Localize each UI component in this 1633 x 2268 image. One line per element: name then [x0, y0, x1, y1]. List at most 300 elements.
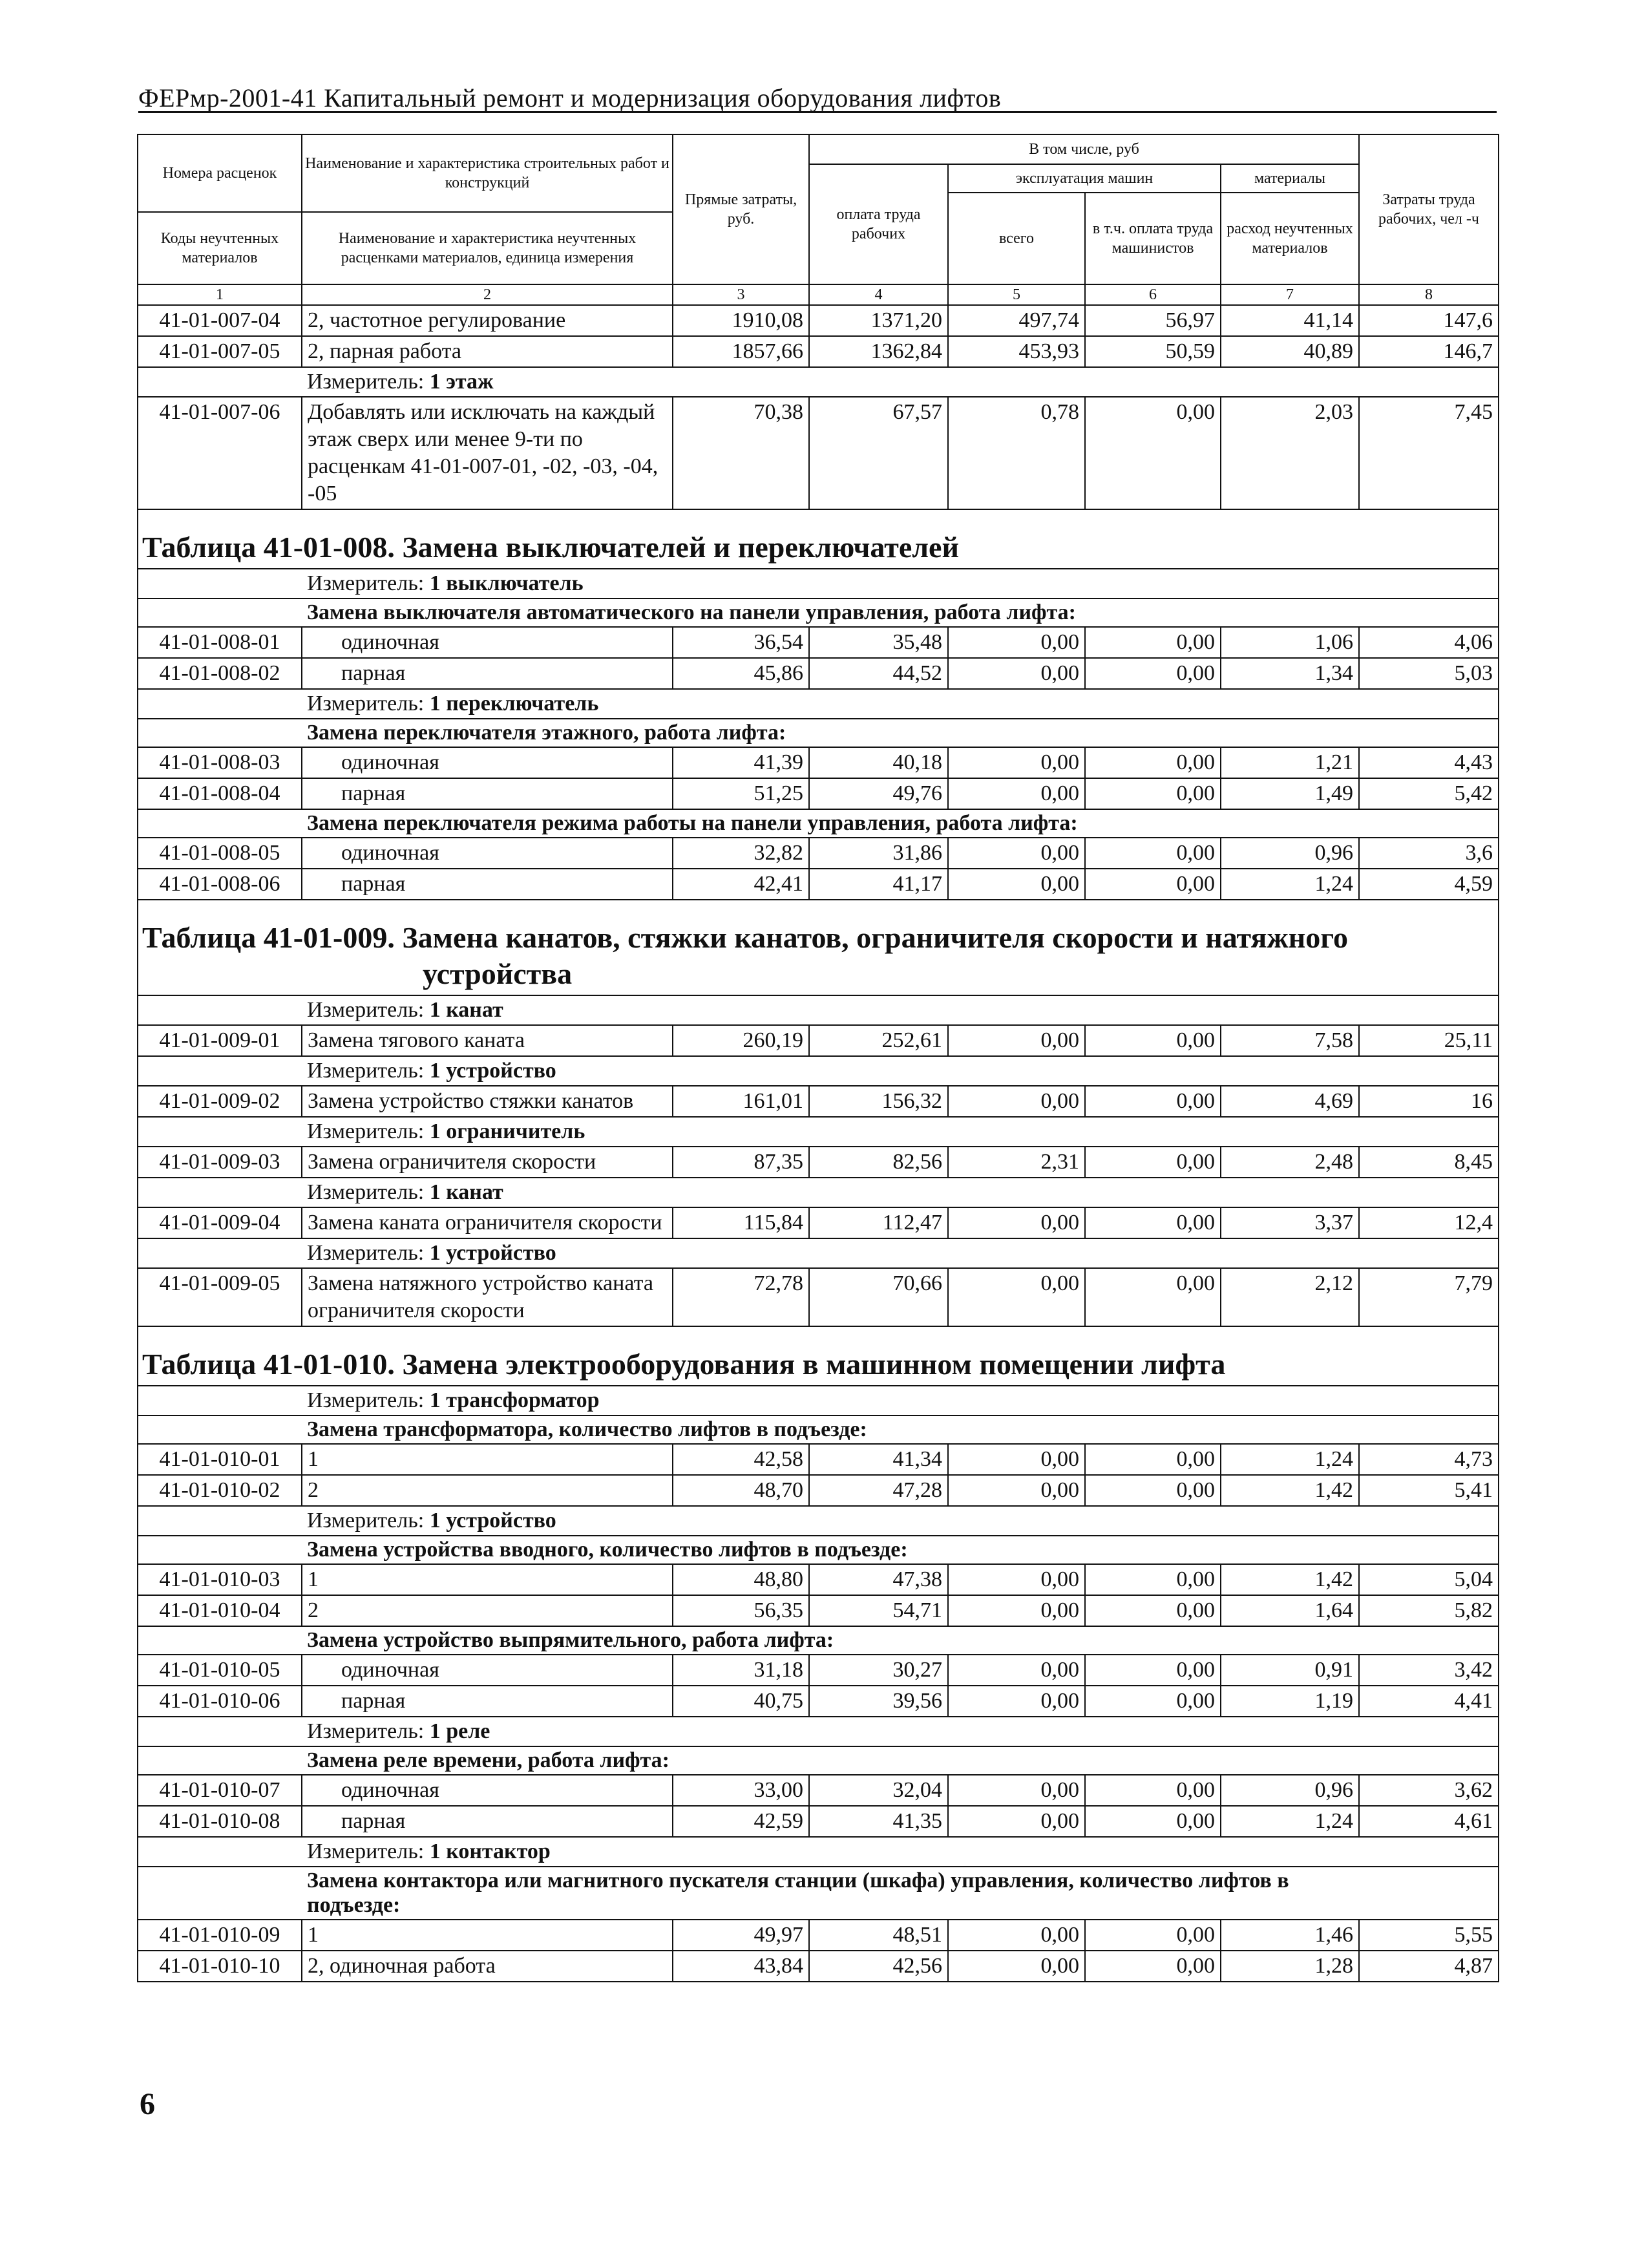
measure-unit: 1 реле: [429, 1719, 490, 1743]
table-title-row: [138, 1326, 1499, 1386]
machines-total: 2,31: [948, 1147, 1085, 1178]
measure-spacer: [1359, 1056, 1499, 1086]
materials: 1,64: [1221, 1595, 1359, 1626]
rate-code: 41-01-010-02: [138, 1475, 302, 1506]
rate-code: 41-01-010-01: [138, 1444, 302, 1475]
machinists-pay: 0,00: [1085, 1147, 1221, 1178]
measure-spacer: [138, 689, 302, 719]
rate-name: одиночная: [302, 1775, 673, 1806]
measure-text: [302, 1506, 1359, 1536]
machinists-pay: 0,00: [1085, 1920, 1221, 1951]
subheading-text: Замена реле времени, работа лифта:: [302, 1746, 1359, 1775]
labor-hours: 8,45: [1359, 1147, 1499, 1178]
table-title: [138, 1326, 1499, 1386]
machines-total: 0,00: [948, 658, 1085, 689]
rate-code: 41-01-007-05: [138, 336, 302, 367]
measure-unit: 1 канат: [429, 1180, 503, 1204]
measure-spacer: [138, 1717, 302, 1746]
table-row: [138, 1268, 1499, 1326]
machines-total: 0,00: [948, 1444, 1085, 1475]
measure-row: [138, 1117, 1499, 1147]
rate-name: 1: [302, 1920, 673, 1951]
measure-text: [302, 1178, 1359, 1207]
column-number: 3: [673, 284, 809, 305]
column-number: 2: [302, 284, 673, 305]
measure-spacer: [138, 1506, 302, 1536]
materials: 1,21: [1221, 747, 1359, 778]
table-title-continuation: устройства: [423, 957, 573, 990]
table-row: [138, 1564, 1499, 1595]
rate-name: одиночная: [302, 747, 673, 778]
measure-text: [302, 1056, 1359, 1086]
labor-hours: 4,59: [1359, 869, 1499, 900]
materials: 2,48: [1221, 1147, 1359, 1178]
rate-code: 41-01-010-05: [138, 1655, 302, 1686]
measure-unit: 1 устройство: [429, 1059, 556, 1083]
labor-hours: 4,06: [1359, 627, 1499, 658]
subheading-row: [138, 1415, 1499, 1444]
page-header: ФЕРмр-2001-41 Капитальный ремонт и модернизация оборудования лифтов: [138, 83, 1002, 112]
rate-name: одиночная: [302, 838, 673, 869]
direct-cost: 1857,66: [673, 336, 809, 367]
machines-total: 0,00: [948, 1207, 1085, 1238]
table-row: [138, 1444, 1499, 1475]
table-row: [138, 1655, 1499, 1686]
rate-name: 2, парная работа: [302, 336, 673, 367]
labor-pay: 156,32: [809, 1086, 948, 1117]
measure-unit: 1 ограничитель: [429, 1119, 585, 1143]
machinists-pay: 0,00: [1085, 1564, 1221, 1595]
subheading-spacer: [138, 1626, 302, 1655]
subheading-spacer: [1359, 1536, 1499, 1564]
header-vtch: в т.ч. оплата труда машинистов: [1085, 193, 1221, 284]
materials: 1,49: [1221, 778, 1359, 809]
machinists-pay: 0,00: [1085, 1951, 1221, 1982]
direct-cost: 49,97: [673, 1920, 809, 1951]
rate-name: Замена натяжного устройство каната ограничителя скорости: [302, 1268, 673, 1326]
measure-label: Измеритель:: [307, 1719, 425, 1743]
direct-cost: 56,35: [673, 1595, 809, 1626]
subheading-text: Замена переключателя режима работы на панели управления, работа лифта:: [302, 809, 1359, 838]
subheading-spacer: [138, 1746, 302, 1775]
labor-hours: 4,61: [1359, 1806, 1499, 1837]
materials: 1,19: [1221, 1686, 1359, 1717]
materials: 1,46: [1221, 1920, 1359, 1951]
labor-hours: 16: [1359, 1086, 1499, 1117]
measure-unit: 1 устройство: [429, 1509, 556, 1532]
rate-name: одиночная: [302, 1655, 673, 1686]
subheading-row: [138, 719, 1499, 747]
rate-code: 41-01-009-01: [138, 1025, 302, 1056]
measure-spacer: [138, 1837, 302, 1867]
labor-pay: 82,56: [809, 1147, 948, 1178]
labor-pay: 48,51: [809, 1920, 948, 1951]
machinists-pay: 0,00: [1085, 1655, 1221, 1686]
measure-unit: 1 трансформатор: [429, 1388, 600, 1412]
machinists-pay: 0,00: [1085, 869, 1221, 900]
measure-label: Измеритель:: [307, 1059, 425, 1083]
machinists-pay: 50,59: [1085, 336, 1221, 367]
table-row: [138, 1207, 1499, 1238]
labor-pay: 44,52: [809, 658, 948, 689]
machinists-pay: 0,00: [1085, 627, 1221, 658]
rate-name: 1: [302, 1444, 673, 1475]
direct-cost: 161,01: [673, 1086, 809, 1117]
subheading-spacer: [138, 1536, 302, 1564]
materials: 1,28: [1221, 1951, 1359, 1982]
machinists-pay: 0,00: [1085, 1595, 1221, 1626]
column-number: 6: [1085, 284, 1221, 305]
measure-text: [302, 367, 1359, 397]
rate-code: 41-01-007-04: [138, 305, 302, 336]
labor-hours: 4,73: [1359, 1444, 1499, 1475]
labor-hours: 5,41: [1359, 1475, 1499, 1506]
labor-pay: 47,38: [809, 1564, 948, 1595]
labor-pay: 35,48: [809, 627, 948, 658]
materials: 1,24: [1221, 1806, 1359, 1837]
subheading-spacer: [1359, 809, 1499, 838]
measure-unit: 1 устройство: [429, 1241, 556, 1265]
rate-name: парная: [302, 1806, 673, 1837]
table-row: [138, 1475, 1499, 1506]
rate-code: 41-01-010-06: [138, 1686, 302, 1717]
materials: 2,03: [1221, 397, 1359, 509]
measure-spacer: [1359, 1506, 1499, 1536]
materials: 1,34: [1221, 658, 1359, 689]
rate-code: 41-01-008-04: [138, 778, 302, 809]
table-title-row: [138, 900, 1499, 995]
measure-label: Измеритель:: [307, 1509, 425, 1532]
machines-total: 0,00: [948, 747, 1085, 778]
measure-spacer: [1359, 1717, 1499, 1746]
materials: 7,58: [1221, 1025, 1359, 1056]
materials: 40,89: [1221, 336, 1359, 367]
machinists-pay: 0,00: [1085, 747, 1221, 778]
labor-pay: 70,66: [809, 1268, 948, 1326]
column-number: 1: [138, 284, 302, 305]
measure-label: Измеритель:: [307, 1119, 425, 1143]
rate-code: 41-01-009-05: [138, 1268, 302, 1326]
machinists-pay: 0,00: [1085, 1268, 1221, 1326]
measure-unit: 1 контактор: [429, 1839, 551, 1863]
header-rule: [138, 111, 1497, 113]
measure-row: [138, 1238, 1499, 1268]
rate-name: 2: [302, 1595, 673, 1626]
direct-cost: 45,86: [673, 658, 809, 689]
measure-spacer: [1359, 569, 1499, 599]
direct-cost: 43,84: [673, 1951, 809, 1982]
rate-name: Замена устройство стяжки канатов: [302, 1086, 673, 1117]
measure-spacer: [1359, 1386, 1499, 1415]
labor-hours: 3,42: [1359, 1655, 1499, 1686]
rate-code: 41-01-010-03: [138, 1564, 302, 1595]
machines-total: 0,00: [948, 1775, 1085, 1806]
header-kody: Коды неучтенных материалов: [138, 212, 302, 284]
rate-name: 2, частотное регулирование: [302, 305, 673, 336]
measure-spacer: [1359, 1117, 1499, 1147]
rate-name: 2, одиночная работа: [302, 1951, 673, 1982]
measure-row: [138, 1717, 1499, 1746]
column-number: 5: [948, 284, 1085, 305]
measure-row: [138, 995, 1499, 1025]
machines-total: 0,00: [948, 627, 1085, 658]
subheading-text: Замена контактора или магнитного пускателя станции (шкафа) управления, количество лифтов в подъезде:: [302, 1867, 1359, 1920]
materials: 0,96: [1221, 1775, 1359, 1806]
labor-hours: 4,43: [1359, 747, 1499, 778]
rate-code: 41-01-010-07: [138, 1775, 302, 1806]
subheading-text: Замена переключателя этажного, работа лифта:: [302, 719, 1359, 747]
measure-label: Измеритель:: [307, 571, 425, 595]
header-naim1: Наименование и характеристика строительных работ и конструкций: [302, 134, 673, 212]
header-zatraty: Затраты труда рабочих, чел -ч: [1359, 134, 1499, 284]
measure-row: [138, 1178, 1499, 1207]
subheading-row: [138, 1746, 1499, 1775]
table-row: [138, 869, 1499, 900]
measure-row: [138, 1506, 1499, 1536]
labor-pay: 252,61: [809, 1025, 948, 1056]
machines-total: 0,00: [948, 1951, 1085, 1982]
rate-name: 2: [302, 1475, 673, 1506]
table-row: [138, 1025, 1499, 1056]
table-row: [138, 1086, 1499, 1117]
rate-code: 41-01-010-09: [138, 1920, 302, 1951]
table-row: [138, 658, 1499, 689]
rate-name: Добавлять или исключать на каждый этаж сверх или менее 9-ти по расценкам 41-01-007-01, -02, -03, -04, -05: [302, 397, 673, 509]
direct-cost: 70,38: [673, 397, 809, 509]
header-pryamye: Прямые затраты, руб.: [673, 134, 809, 284]
measure-label: Измеритель:: [307, 692, 425, 715]
machinists-pay: 0,00: [1085, 838, 1221, 869]
machines-total: 0,00: [948, 778, 1085, 809]
machinists-pay: 0,00: [1085, 1806, 1221, 1837]
measure-spacer: [138, 1056, 302, 1086]
rates-table: [137, 134, 1499, 1982]
subheading-row: [138, 1867, 1499, 1920]
measure-spacer: [138, 569, 302, 599]
machines-total: 0,00: [948, 838, 1085, 869]
subheading-spacer: [138, 809, 302, 838]
machinists-pay: 0,00: [1085, 1025, 1221, 1056]
labor-hours: 5,82: [1359, 1595, 1499, 1626]
materials: 1,06: [1221, 627, 1359, 658]
machines-total: 0,00: [948, 869, 1085, 900]
direct-cost: 72,78: [673, 1268, 809, 1326]
table-row: [138, 747, 1499, 778]
labor-hours: 5,42: [1359, 778, 1499, 809]
table-title-text: Таблица 41-01-008. Замена выключателей и переключателей: [142, 531, 959, 564]
direct-cost: 87,35: [673, 1147, 809, 1178]
measure-row: [138, 1837, 1499, 1867]
materials: 0,96: [1221, 838, 1359, 869]
table-row: [138, 627, 1499, 658]
header-materialy: материалы: [1221, 164, 1359, 193]
labor-hours: 25,11: [1359, 1025, 1499, 1056]
measure-spacer: [138, 995, 302, 1025]
measure-spacer: [1359, 1178, 1499, 1207]
measure-unit: 1 переключатель: [429, 692, 599, 715]
measure-row: [138, 569, 1499, 599]
column-number: 7: [1221, 284, 1359, 305]
table-row: [138, 305, 1499, 336]
materials: 41,14: [1221, 305, 1359, 336]
measure-spacer: [1359, 1238, 1499, 1268]
subheading-text: Замена устройство выпрямительного, работа лифта:: [302, 1626, 1359, 1655]
subheading-row: [138, 809, 1499, 838]
labor-pay: 54,71: [809, 1595, 948, 1626]
subheading-row: [138, 1536, 1499, 1564]
direct-cost: 260,19: [673, 1025, 809, 1056]
labor-hours: 7,79: [1359, 1268, 1499, 1326]
rate-code: 41-01-010-08: [138, 1806, 302, 1837]
labor-hours: 12,4: [1359, 1207, 1499, 1238]
measure-label: Измеритель:: [307, 1388, 425, 1412]
machines-total: 0,00: [948, 1268, 1085, 1326]
direct-cost: 48,80: [673, 1564, 809, 1595]
machines-total: 0,78: [948, 397, 1085, 509]
measure-unit: 1 этаж: [429, 370, 494, 394]
table-row: [138, 1147, 1499, 1178]
measure-label: Измеритель:: [307, 1241, 425, 1265]
machinists-pay: 0,00: [1085, 1475, 1221, 1506]
subheading-spacer: [138, 1867, 302, 1920]
direct-cost: 32,82: [673, 838, 809, 869]
rate-code: 41-01-008-05: [138, 838, 302, 869]
measure-text: [302, 689, 1359, 719]
rate-code: 41-01-008-01: [138, 627, 302, 658]
measure-row: [138, 367, 1499, 397]
measure-text: [302, 1837, 1359, 1867]
materials: 1,24: [1221, 1444, 1359, 1475]
rate-code: 41-01-008-03: [138, 747, 302, 778]
subheading-spacer: [138, 719, 302, 747]
measure-spacer: [1359, 367, 1499, 397]
machines-total: 0,00: [948, 1025, 1085, 1056]
machinists-pay: 0,00: [1085, 1686, 1221, 1717]
measure-spacer: [138, 1178, 302, 1207]
machines-total: 497,74: [948, 305, 1085, 336]
header-v-tom-chisle: В том числе, руб: [809, 134, 1359, 164]
measure-label: Измеритель:: [307, 1839, 425, 1863]
rate-code: 41-01-010-10: [138, 1951, 302, 1982]
subheading-spacer: [1359, 719, 1499, 747]
measure-text: [302, 1717, 1359, 1746]
measure-label: Измеритель:: [307, 370, 425, 394]
subheading-row: [138, 599, 1499, 627]
measure-text: [302, 1386, 1359, 1415]
machines-total: 0,00: [948, 1595, 1085, 1626]
direct-cost: 42,58: [673, 1444, 809, 1475]
subheading-spacer: [1359, 1415, 1499, 1444]
labor-pay: 32,04: [809, 1775, 948, 1806]
labor-pay: 112,47: [809, 1207, 948, 1238]
rate-name: парная: [302, 1686, 673, 1717]
table-row: [138, 1686, 1499, 1717]
machines-total: 0,00: [948, 1655, 1085, 1686]
machinists-pay: 0,00: [1085, 1775, 1221, 1806]
labor-hours: 7,45: [1359, 397, 1499, 509]
measure-spacer: [138, 1386, 302, 1415]
header-oplata: оплата труда рабочих: [809, 164, 948, 284]
rate-name: парная: [302, 658, 673, 689]
rate-code: 41-01-010-04: [138, 1595, 302, 1626]
rate-name: 1: [302, 1564, 673, 1595]
table-title-text: Таблица 41-01-009. Замена канатов, стяжки канатов, ограничителя скорости и натяжного: [142, 921, 1348, 954]
machines-total: 0,00: [948, 1686, 1085, 1717]
subheading-text: Замена устройства вводного, количество лифтов в подъезде:: [302, 1536, 1359, 1564]
rate-name: парная: [302, 869, 673, 900]
machinists-pay: 0,00: [1085, 1444, 1221, 1475]
rate-name: Замена каната ограничителя скорости: [302, 1207, 673, 1238]
materials: 3,37: [1221, 1207, 1359, 1238]
direct-cost: 115,84: [673, 1207, 809, 1238]
column-number: 4: [809, 284, 948, 305]
machinists-pay: 56,97: [1085, 305, 1221, 336]
machinists-pay: 0,00: [1085, 1086, 1221, 1117]
rate-code: 41-01-009-03: [138, 1147, 302, 1178]
table-row: [138, 1595, 1499, 1626]
materials: 2,12: [1221, 1268, 1359, 1326]
measure-spacer: [138, 1117, 302, 1147]
table-row: [138, 336, 1499, 367]
measure-unit: 1 канат: [429, 998, 503, 1022]
direct-cost: 33,00: [673, 1775, 809, 1806]
direct-cost: 41,39: [673, 747, 809, 778]
subheading-text: Замена трансформатора, количество лифтов в подъезде:: [302, 1415, 1359, 1444]
measure-label: Измеритель:: [307, 1180, 425, 1204]
machines-total: 0,00: [948, 1564, 1085, 1595]
measure-text: [302, 1117, 1359, 1147]
table-title: [138, 509, 1499, 569]
rate-name: Замена тягового каната: [302, 1025, 673, 1056]
subheading-spacer: [138, 1415, 302, 1444]
page-number: 6: [140, 2087, 155, 2121]
labor-pay: 41,34: [809, 1444, 948, 1475]
labor-hours: 3,62: [1359, 1775, 1499, 1806]
rate-name: Замена ограничителя скорости: [302, 1147, 673, 1178]
table-row: [138, 1920, 1499, 1951]
machinists-pay: 0,00: [1085, 658, 1221, 689]
materials: 1,24: [1221, 869, 1359, 900]
labor-pay: 30,27: [809, 1655, 948, 1686]
column-number: 8: [1359, 284, 1499, 305]
direct-cost: 51,25: [673, 778, 809, 809]
rate-code: 41-01-009-02: [138, 1086, 302, 1117]
labor-hours: 4,87: [1359, 1951, 1499, 1982]
subheading-spacer: [1359, 1626, 1499, 1655]
measure-row: [138, 1056, 1499, 1086]
direct-cost: 42,41: [673, 869, 809, 900]
machines-total: 0,00: [948, 1086, 1085, 1117]
measure-label: Измеритель:: [307, 998, 425, 1022]
table-row: [138, 1775, 1499, 1806]
rate-name: парная: [302, 778, 673, 809]
header-nomera: Номера расценок: [138, 134, 302, 212]
header-rashod: расход неучтенных материалов: [1221, 193, 1359, 284]
direct-cost: 42,59: [673, 1806, 809, 1837]
direct-cost: 31,18: [673, 1655, 809, 1686]
machinists-pay: 0,00: [1085, 778, 1221, 809]
table-row: [138, 397, 1499, 509]
subheading-spacer: [1359, 1746, 1499, 1775]
labor-pay: 41,35: [809, 1806, 948, 1837]
table-title-text: Таблица 41-01-010. Замена электрооборудования в машинном помещении лифта: [142, 1348, 1226, 1381]
table-title: [138, 900, 1499, 995]
direct-cost: 36,54: [673, 627, 809, 658]
table-row: [138, 778, 1499, 809]
materials: 0,91: [1221, 1655, 1359, 1686]
labor-hours: 5,03: [1359, 658, 1499, 689]
direct-cost: 1910,08: [673, 305, 809, 336]
